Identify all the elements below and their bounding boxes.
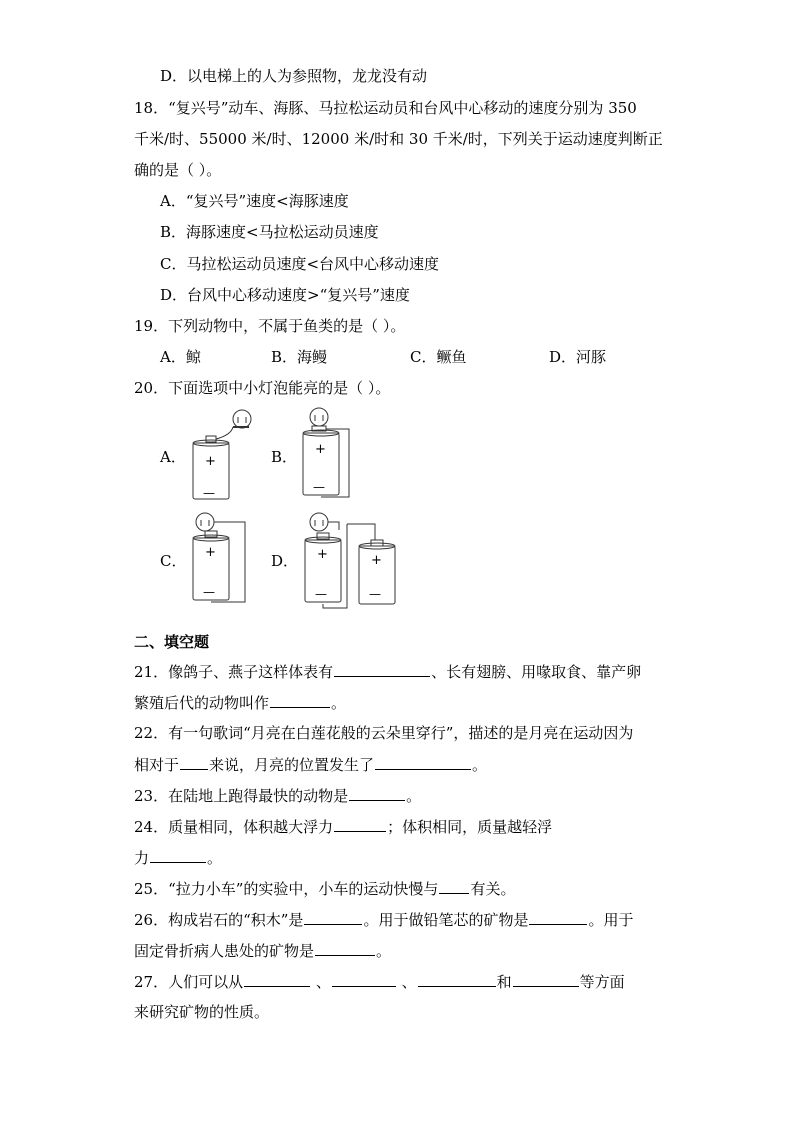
- battery-b-plus: +: [315, 442, 326, 457]
- q21-line1: [134, 661, 641, 682]
- q22-part4: 。: [472, 756, 488, 774]
- q23-part2: 。: [406, 787, 422, 805]
- q27-line2: 来研究矿物的性质。: [134, 1003, 270, 1021]
- q23-line: [134, 785, 421, 806]
- q27-line1: [134, 971, 625, 992]
- q26-part4: 固定骨折病人患处的矿物是: [134, 942, 315, 960]
- q18-option-a: A．“复兴号”速度<海豚速度: [160, 192, 349, 210]
- q27-blank3[interactable]: [418, 971, 496, 987]
- q18-stem-line2: 千米/时、55000 米/时、12000 米/时和 30 千米/时，下列关于运动速度判断正: [134, 130, 663, 148]
- q26-part1: 26．构成岩石的“积木”是: [134, 911, 304, 929]
- bulb-c-icon: [196, 513, 214, 531]
- battery-b-minus: —: [313, 480, 325, 494]
- q18-stem-line3: 确的是（ ）。: [134, 161, 222, 179]
- q27-blank1[interactable]: [244, 971, 310, 987]
- bulb-a-icon: [233, 410, 251, 428]
- q27-part1: 27．人们可以从: [134, 973, 244, 991]
- q26-part3: 。用于: [588, 911, 634, 929]
- q22-part2: 相对于: [134, 756, 180, 774]
- q26-blank2[interactable]: [529, 909, 587, 925]
- q18-option-c: C．马拉松运动员速度<台风中心移动速度: [160, 255, 440, 273]
- q20-label-b: B．: [271, 448, 298, 466]
- q23-part1: 23．在陆地上跑得最快的动物是: [134, 787, 349, 805]
- bulb-b-icon: [310, 408, 328, 426]
- bulb-d-icon: [310, 513, 328, 531]
- battery-c-plus: +: [205, 545, 216, 560]
- q19-option-b: B．海鳗: [271, 348, 328, 366]
- section-title: 二、填空题: [134, 633, 210, 651]
- battery-d2-plus: +: [371, 553, 382, 568]
- q20-stem: 20．下面选项中小灯泡能亮的是（ ）。: [134, 379, 391, 397]
- battery-d1-plus: +: [317, 547, 328, 562]
- q18-option-b: B．海豚速度<马拉松运动员速度: [160, 223, 379, 241]
- q27-sep1: 、: [311, 973, 331, 991]
- battery-a-plus: +: [205, 454, 216, 469]
- q21-part2: 、长有翅膀、用喙取食、靠产卵: [431, 663, 642, 681]
- circuit-b-diagram: [295, 405, 365, 505]
- q19-stem: 19．下列动物中，不属于鱼类的是（ ）。: [134, 317, 406, 335]
- q19-option-c: C．鳜鱼: [410, 348, 467, 366]
- q24-part2: ；体积相同，质量越轻浮: [387, 818, 553, 836]
- q24-line2: [134, 847, 222, 868]
- q21-blank1[interactable]: [334, 661, 430, 677]
- q24-blank2[interactable]: [150, 847, 206, 863]
- q26-part5: 。: [376, 942, 392, 960]
- q26-part2: 。用于做铅笔芯的矿物是: [363, 911, 529, 929]
- q27-part3: 等方面: [579, 973, 625, 991]
- q26-blank1[interactable]: [304, 909, 362, 925]
- q19-option-d: D．河豚: [549, 348, 607, 366]
- circuit-d-diagram: [295, 510, 405, 610]
- q27-part2: 和: [496, 973, 512, 991]
- q21-blank2[interactable]: [270, 692, 330, 708]
- q21-part4: 。: [331, 694, 347, 712]
- q17-option-d: D．以电梯上的人为参照物，龙龙没有动: [160, 67, 428, 85]
- q26-blank3[interactable]: [315, 940, 375, 956]
- battery-d2-minus: —: [369, 587, 381, 601]
- q24-part1: 24．质量相同，体积越大浮力: [134, 818, 334, 836]
- q23-blank[interactable]: [349, 785, 405, 801]
- q25-part1: 25．“拉力小车”的实验中，小车的运动快慢与: [134, 880, 439, 898]
- circuit-a-diagram: [185, 405, 255, 505]
- q20-label-d: D．: [271, 552, 299, 570]
- q21-line2: [134, 692, 346, 713]
- q27-blank2[interactable]: [332, 971, 396, 987]
- q22-line2: [134, 754, 487, 775]
- battery-c-minus: —: [203, 585, 215, 599]
- q27-sep2: 、: [396, 973, 417, 991]
- q24-blank1[interactable]: [334, 816, 386, 832]
- q19-option-a: A．鲸: [160, 348, 201, 366]
- q24-part3: 力: [134, 849, 150, 867]
- q22-blank1[interactable]: [180, 754, 208, 770]
- q21-part3: 繁殖后代的动物叫作: [134, 694, 270, 712]
- q26-line2: [134, 940, 391, 961]
- q18-stem-line1: 18．“复兴号”动车、海豚、马拉松运动员和台风中心移动的速度分别为 350: [134, 99, 637, 117]
- q21-part1: 21．像鸽子、燕子这样体表有: [134, 663, 334, 681]
- q18-option-d: D．台风中心移动速度>“复兴号”速度: [160, 286, 410, 304]
- q22-blank2[interactable]: [375, 754, 471, 770]
- q22-line1: 22．有一句歌词“月亮在白莲花般的云朵里穿行”，描述的是月亮在运动因为: [134, 724, 634, 742]
- battery-a-minus: —: [203, 486, 215, 500]
- q25-part2: 有关。: [470, 880, 516, 898]
- q22-part3: 来说，月亮的位置发生了: [209, 756, 375, 774]
- q20-label-c: C．: [160, 552, 187, 570]
- q26-line1: [134, 909, 633, 930]
- q25-blank[interactable]: [439, 878, 469, 894]
- q20-label-a: A．: [160, 448, 186, 466]
- q24-part4: 。: [207, 849, 223, 867]
- q24-line1: [134, 816, 552, 837]
- battery-d1-minus: —: [315, 587, 327, 601]
- circuit-c-diagram: [185, 510, 255, 610]
- q27-blank4[interactable]: [513, 971, 579, 987]
- q25-line: [134, 878, 515, 899]
